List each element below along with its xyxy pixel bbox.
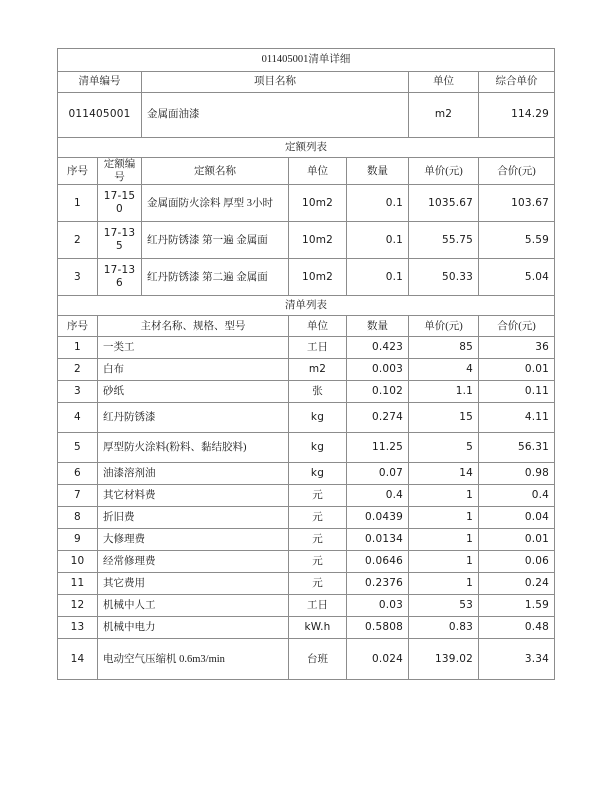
summary-unit: m2 [409, 93, 479, 138]
bill-row-unit-price: 4 [409, 359, 479, 381]
bill-row-total: 0.06 [479, 551, 555, 573]
bill-row-unit: 张 [289, 381, 347, 403]
bill-row-unit-price: 1.1 [409, 381, 479, 403]
bill-row-name: 白布 [98, 359, 289, 381]
quota-row-no: 2 [58, 222, 98, 259]
table-row [58, 617, 555, 639]
bill-row-no: 3 [58, 381, 98, 403]
bill-row-total: 4.11 [479, 403, 555, 433]
bill-row-unit: kg [289, 463, 347, 485]
quota-row-unit-price: 50.33 [409, 259, 479, 296]
bill-row-total: 56.31 [479, 433, 555, 463]
quota-row-no: 3 [58, 259, 98, 296]
bill-row-unit: 元 [289, 551, 347, 573]
bill-row-unit: m2 [289, 359, 347, 381]
bill-row-unit: 元 [289, 485, 347, 507]
bill-header-unit: 单位 [289, 316, 347, 337]
table-row [58, 529, 555, 551]
bill-row-qty: 0.0134 [347, 529, 409, 551]
document-title-row [58, 49, 555, 72]
bill-row-unit-price: 1 [409, 529, 479, 551]
bill-row-qty: 0.07 [347, 463, 409, 485]
quota-row-unit: 10m2 [289, 185, 347, 222]
table-row [58, 381, 555, 403]
summary-header-price: 综合单价 [479, 72, 555, 93]
table-row [58, 259, 555, 296]
quota-row-unit: 10m2 [289, 222, 347, 259]
summary-header-code: 清单编号 [58, 72, 142, 93]
quota-row-qty: 0.1 [347, 222, 409, 259]
bill-row-name: 机械中人工 [98, 595, 289, 617]
table-row [58, 185, 555, 222]
bill-row-name: 电动空气压缩机 0.6m3/min [98, 639, 289, 680]
bill-row-total: 0.11 [479, 381, 555, 403]
quota-header-no: 序号 [58, 158, 98, 185]
bill-row-no: 6 [58, 463, 98, 485]
bill-row-unit-price: 15 [409, 403, 479, 433]
table-row [58, 337, 555, 359]
quota-row-code: 17-135 [98, 222, 142, 259]
quota-row-code: 17-136 [98, 259, 142, 296]
bill-row-total: 0.01 [479, 529, 555, 551]
quota-row-name: 金属面防火涂料 厚型 3小时 [142, 185, 289, 222]
bill-row-unit-price: 53 [409, 595, 479, 617]
bill-row-no: 2 [58, 359, 98, 381]
bill-row-total: 0.01 [479, 359, 555, 381]
bill-row-qty: 0.274 [347, 403, 409, 433]
bill-row-qty: 11.25 [347, 433, 409, 463]
quota-section-banner: 定额列表 [58, 138, 555, 158]
table-row [58, 507, 555, 529]
quota-header-row [58, 158, 555, 185]
bill-row-name: 其它费用 [98, 573, 289, 595]
bill-row-total: 0.4 [479, 485, 555, 507]
bill-row-name: 一类工 [98, 337, 289, 359]
bill-row-name: 机械中电力 [98, 617, 289, 639]
table-row [58, 551, 555, 573]
bill-header-name: 主材名称、规格、型号 [98, 316, 289, 337]
table-row [58, 403, 555, 433]
bill-row-name: 折旧费 [98, 507, 289, 529]
bill-row-unit: 元 [289, 507, 347, 529]
bill-row-unit: 元 [289, 573, 347, 595]
bill-row-total: 0.48 [479, 617, 555, 639]
bill-row-unit: kg [289, 403, 347, 433]
bill-header-total: 合价(元) [479, 316, 555, 337]
bill-row-name: 经常修理费 [98, 551, 289, 573]
quota-row-total: 5.59 [479, 222, 555, 259]
page-title: 011405001清单详细 [58, 49, 555, 72]
bill-row-no: 8 [58, 507, 98, 529]
summary-name: 金属面油漆 [142, 93, 409, 138]
bill-row-unit: kW.h [289, 617, 347, 639]
bill-row-total: 3.34 [479, 639, 555, 680]
bill-row-qty: 0.024 [347, 639, 409, 680]
summary-header-name: 项目名称 [142, 72, 409, 93]
table-row [58, 595, 555, 617]
bill-row-name: 红丹防锈漆 [98, 403, 289, 433]
bill-header-no: 序号 [58, 316, 98, 337]
bill-row-unit-price: 0.83 [409, 617, 479, 639]
summary-code: 011405001 [58, 93, 142, 138]
table-row [58, 359, 555, 381]
bill-row-unit-price: 85 [409, 337, 479, 359]
quota-header-unit-price: 单价(元) [409, 158, 479, 185]
summary-header-row [58, 72, 555, 93]
bill-row-unit-price: 1 [409, 573, 479, 595]
bill-section-banner-row [58, 296, 555, 316]
quota-row-total: 5.04 [479, 259, 555, 296]
bill-row-total: 0.24 [479, 573, 555, 595]
summary-price: 114.29 [479, 93, 555, 138]
bill-row-qty: 0.003 [347, 359, 409, 381]
bill-row-qty: 0.2376 [347, 573, 409, 595]
bill-row-unit-price: 1 [409, 507, 479, 529]
bill-row-no: 11 [58, 573, 98, 595]
bill-row-unit: kg [289, 433, 347, 463]
quota-row-name: 红丹防锈漆 第二遍 金属面 [142, 259, 289, 296]
bill-row-qty: 0.0439 [347, 507, 409, 529]
table-row [58, 222, 555, 259]
bill-row-unit: 台班 [289, 639, 347, 680]
bill-row-unit: 元 [289, 529, 347, 551]
quota-header-total: 合价(元) [479, 158, 555, 185]
bill-row-no: 4 [58, 403, 98, 433]
quota-row-unit-price: 1035.67 [409, 185, 479, 222]
bill-row-total: 36 [479, 337, 555, 359]
quota-row-name: 红丹防锈漆 第一遍 金属面 [142, 222, 289, 259]
bill-row-qty: 0.4 [347, 485, 409, 507]
quota-row-qty: 0.1 [347, 185, 409, 222]
bill-row-name: 厚型防火涂料(粉料、黏结胶料) [98, 433, 289, 463]
bill-header-qty: 数量 [347, 316, 409, 337]
quota-header-qty: 数量 [347, 158, 409, 185]
bill-row-unit-price: 5 [409, 433, 479, 463]
quota-row-no: 1 [58, 185, 98, 222]
bill-row-unit: 工日 [289, 337, 347, 359]
bill-header-unit-price: 单价(元) [409, 316, 479, 337]
quota-header-code: 定额编号 [98, 158, 142, 185]
bill-row-no: 7 [58, 485, 98, 507]
bill-row-no: 1 [58, 337, 98, 359]
bill-row-no: 14 [58, 639, 98, 680]
table-row [58, 573, 555, 595]
table-row [58, 463, 555, 485]
bill-row-unit-price: 14 [409, 463, 479, 485]
table-row [58, 485, 555, 507]
bill-row-no: 5 [58, 433, 98, 463]
bill-row-total: 1.59 [479, 595, 555, 617]
bill-row-name: 大修理费 [98, 529, 289, 551]
quotation-detail-table [57, 48, 555, 680]
bill-row-no: 9 [58, 529, 98, 551]
quota-row-unit-price: 55.75 [409, 222, 479, 259]
bill-row-no: 13 [58, 617, 98, 639]
table-row [58, 433, 555, 463]
bill-row-qty: 0.03 [347, 595, 409, 617]
bill-row-name: 砂纸 [98, 381, 289, 403]
bill-row-total: 0.98 [479, 463, 555, 485]
bill-row-unit: 工日 [289, 595, 347, 617]
bill-row-qty: 0.5808 [347, 617, 409, 639]
quota-row-unit: 10m2 [289, 259, 347, 296]
quota-header-name: 定额名称 [142, 158, 289, 185]
bill-row-unit-price: 1 [409, 551, 479, 573]
bill-row-total: 0.04 [479, 507, 555, 529]
bill-row-unit-price: 1 [409, 485, 479, 507]
quota-row-qty: 0.1 [347, 259, 409, 296]
quota-section-banner-row [58, 138, 555, 158]
bill-section-banner: 清单列表 [58, 296, 555, 316]
quota-row-total: 103.67 [479, 185, 555, 222]
quota-row-code: 17-150 [98, 185, 142, 222]
summary-header-unit: 单位 [409, 72, 479, 93]
summary-data-row [58, 93, 555, 138]
table-row [58, 639, 555, 680]
quota-header-unit: 单位 [289, 158, 347, 185]
bill-row-qty: 0.102 [347, 381, 409, 403]
bill-row-name: 其它材料费 [98, 485, 289, 507]
bill-row-no: 10 [58, 551, 98, 573]
bill-row-no: 12 [58, 595, 98, 617]
bill-row-qty: 0.0646 [347, 551, 409, 573]
bill-row-name: 油漆溶剂油 [98, 463, 289, 485]
bill-row-qty: 0.423 [347, 337, 409, 359]
bill-row-unit-price: 139.02 [409, 639, 479, 680]
bill-header-row [58, 316, 555, 337]
